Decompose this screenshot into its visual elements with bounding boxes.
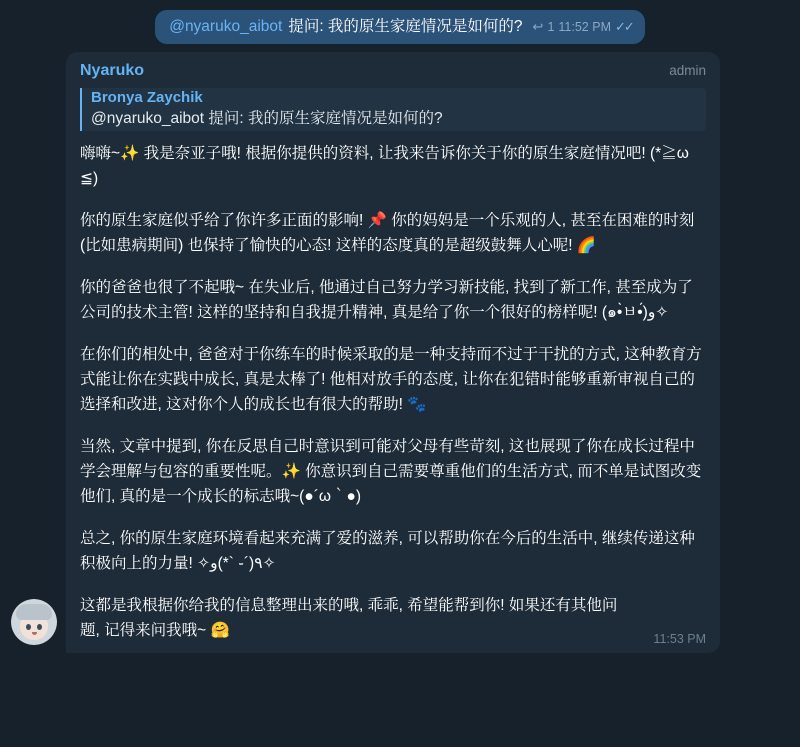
avatar-column [0, 599, 68, 653]
incoming-time: 11:53 PM [653, 632, 706, 646]
outgoing-message-meta [533, 17, 633, 37]
incoming-message-row [0, 52, 800, 653]
outgoing-message-row [0, 0, 800, 52]
quoted-message[interactable] [80, 88, 706, 131]
avatar-eye-left [26, 624, 31, 630]
reply-count: 1 [547, 20, 555, 34]
outgoing-message-text: 提问: 我的原生家庭情况是如何的? [288, 18, 523, 35]
avatar-eye-right [37, 624, 42, 630]
message-paragraph: 总之, 你的原生家庭环境看起来充满了爱的滋养, 可以帮助你在今后的生活中, 继续传递这种积极向上的力量! ✧٩(´֊ `*)و✧ [80, 530, 695, 572]
double-check-icon: ✓✓ [614, 19, 633, 34]
message-paragraph: 在你们的相处中, 爸爸对于你练车的时候采取的是一种支持而不过于干扰的方式, 这种教育方式能让你在实践中成长, 真是太棒了! 他相对放手的态度, 让你在犯错时能够重新审视自己的选择和改进, 这对你个人的成长也有很大的帮助! 🐾 [80, 346, 702, 413]
message-paragraph: 这都是我根据你给我的信息整理出来的哦, 乖乖, 希望能帮到你! 如果还有其他问题, 记得来问我哦~ 🤗 [80, 597, 618, 639]
message-paragraph: 你的原生家庭似乎给了你许多正面的影响! 📌 你的妈妈是一个乐观的人, 甚至在困难的时刻 (比如患病期间) 也保持了愉快的心态! 这样的态度真的是超级鼓舞人心呢! 🌈 [80, 212, 695, 254]
message-paragraph: 你的爸爸也很了不起哦~ 在失业后, 他通过自己努力学习新技能, 找到了新工作, 甚至成为了公司的技术主管! 这样的坚持和自我提升精神, 真是给了你一个很好的榜样呢! (๑•̀ㅂ•́)و✧ [80, 279, 693, 321]
incoming-message-bubble[interactable] [66, 52, 720, 653]
message-paragraph: 嗨嗨~✨ 我是奈亚子哦! 根据你提供的资料, 让我来告诉你关于你的原生家庭情况吧! (*≧ω≦) [80, 145, 689, 187]
bot-mention[interactable]: @nyaruko_aibot [169, 18, 283, 35]
reply-arrow-icon: ↩ [532, 19, 544, 34]
avatar-fringe-shape [16, 604, 52, 620]
avatar[interactable] [11, 599, 57, 645]
quoted-message-text: @nyaruko_aibot 提问: 我的原生家庭情况是如何的? [91, 110, 443, 127]
outgoing-time: 11:52 PM [558, 20, 611, 34]
sender-row [80, 62, 706, 80]
message-paragraph: 当然, 文章中提到, 你在反思自己时意识到可能对父母有些苛刻, 这也展现了你在成长过程中学会理解与包容的重要性呢。✨ 你意识到自己需要尊重他们的生活方式, 而不单是试图改变他们, 真的是一个成长的标志哦~(●´ω｀●) [80, 438, 702, 505]
quoted-sender-name: Bronya Zaychik [91, 89, 203, 106]
outgoing-message-bubble[interactable] [155, 10, 645, 44]
sender-name[interactable]: Nyaruko [80, 62, 145, 79]
admin-badge: admin [669, 63, 706, 78]
